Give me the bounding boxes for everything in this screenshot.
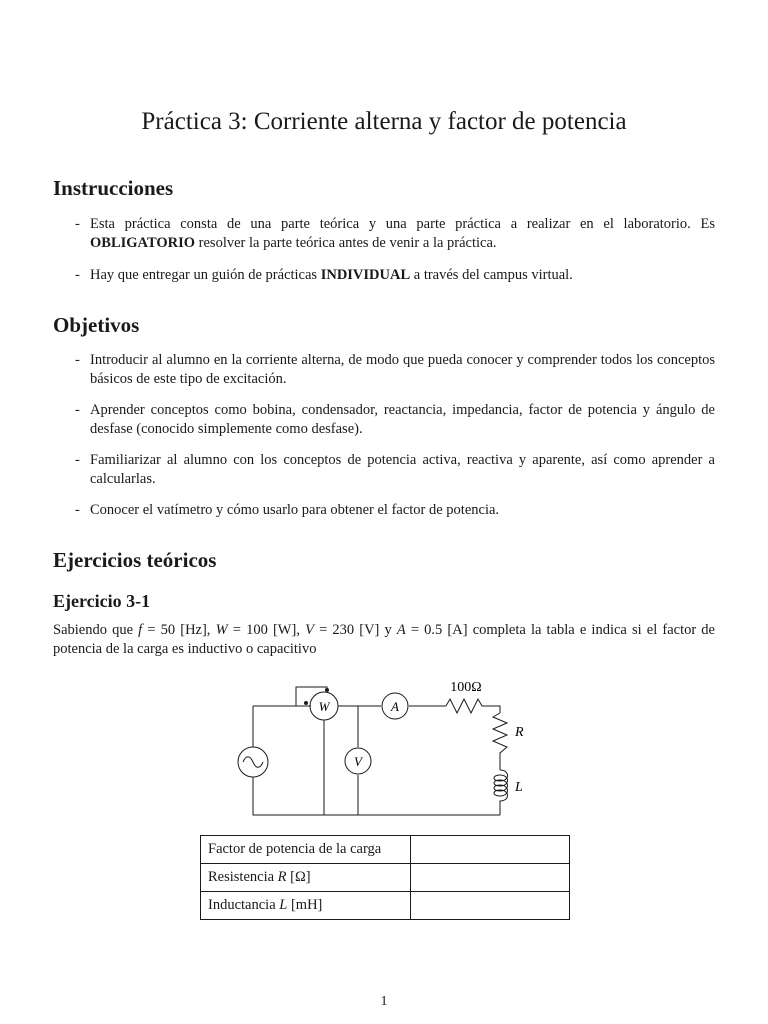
wattmeter-polarity-dot [325, 688, 329, 692]
resistor-100-ohm [446, 699, 486, 713]
list-item: - Conocer el vatímetro y cómo usarlo para obtener el factor de potencia. [75, 501, 715, 520]
list-item: - Aprender conceptos como bobina, condensador, reactancia, impedancia, factor de potencia y ángulo de desfase (conocido simplemente como desfase). [75, 401, 715, 439]
resistor-r [493, 713, 507, 757]
page-number: 1 [380, 994, 388, 1009]
table-cell-label: Inductancia L [mH] [201, 892, 411, 920]
section-heading-objetivos: Objetivos [53, 313, 140, 337]
subsection-heading-ejercicio: Ejercicio 3-1 [53, 591, 151, 611]
wattmeter-label: W [318, 699, 330, 714]
table-cell-label: Resistencia R [Ω] [201, 864, 411, 892]
list-item: - Esta práctica consta de una parte teórica y una parte práctica a realizar en el laboratorio. Es OBLIGATORIO resolver la parte teórica antes de venir a la práctica. [75, 215, 715, 253]
table-cell-label: Factor de potencia de la carga [201, 836, 411, 864]
wire-left-bottom [253, 706, 500, 815]
wire-resistor-to-corner [486, 706, 500, 713]
section-heading-instrucciones: Instrucciones [53, 176, 174, 200]
document-title: Práctica 3: Corriente alterna y factor de potencia [141, 108, 627, 135]
emphasis-obligatorio: OBLIGATORIO [90, 235, 196, 251]
results-table [200, 835, 570, 920]
exercise-statement: Sabiendo que f = 50 [Hz], W = 100 [W], V = 230 [V] y A = 0.5 [A] completa la tabla e indica si el factor de potencia de la carga es inductivo o capacitivo [53, 622, 715, 657]
emphasis-individual: INDIVIDUAL [320, 267, 411, 283]
wattmeter-polarity-dot [304, 701, 308, 705]
section-heading-ejercicios: Ejercicios teóricos [53, 548, 217, 572]
resistor-value-label: 100Ω [450, 680, 482, 695]
list-item: - Introducir al alumno en la corriente alterna, de modo que pueda conocer y comprender todos los conceptos básicos de este tipo de excitación. [75, 351, 715, 389]
circuit-diagram [230, 675, 530, 825]
voltmeter-label: V [354, 754, 362, 769]
list-item: - Familiarizar al alumno con los conceptos de potencia activa, reactiva y aparente, así como aprender a calcularlas. [75, 451, 715, 489]
table-cell-answer [411, 864, 570, 892]
ammeter-label: A [391, 699, 399, 714]
ac-source-wave-icon [243, 757, 263, 768]
r-label: R [515, 725, 524, 740]
l-label: L [515, 780, 523, 795]
table-row [201, 864, 570, 892]
table-cell-answer [411, 892, 570, 920]
inductor-l [494, 770, 508, 814]
list-item: - Hay que entregar un guión de prácticas INDIVIDUAL a través del campus virtual. [75, 266, 715, 285]
objetivos-list [75, 351, 715, 520]
table-row [201, 892, 570, 920]
instrucciones-list [75, 215, 715, 285]
table-row [201, 836, 570, 864]
table-cell-answer [411, 836, 570, 864]
